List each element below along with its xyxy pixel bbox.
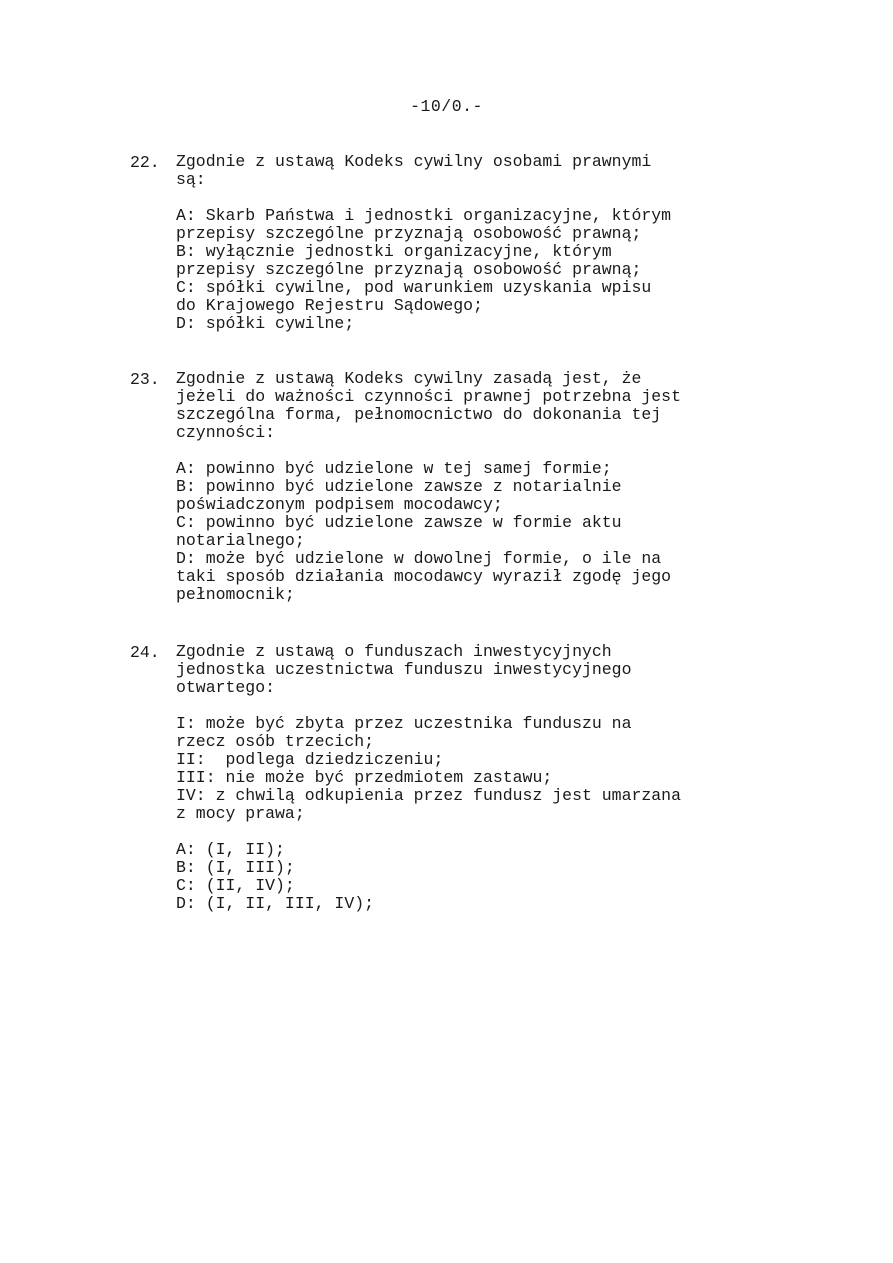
answer-option-line: do Krajowego Rejestru Sądowego; xyxy=(176,296,483,315)
page-number: -10/0.- xyxy=(410,97,483,116)
answer-option-line: B: wyłącznie jednostki organizacyjne, którym xyxy=(176,242,612,261)
question-body xyxy=(176,643,750,913)
question-number: 23. xyxy=(130,370,160,389)
answer-option-line: przepisy szczególne przyznają osobowość prawną; xyxy=(176,260,642,279)
answer-option-line: D: może być udzielone w dowolnej formie, o ile na xyxy=(176,549,662,568)
question-stem-line: Zgodnie z ustawą o funduszach inwestycyjnych xyxy=(176,642,612,661)
answer-option-line: C: spółki cywilne, pod warunkiem uzyskania wpisu xyxy=(176,278,652,297)
answer-option-line: notarialnego; xyxy=(176,531,305,550)
answer-option-line: A: powinno być udzielone w tej samej formie; xyxy=(176,459,612,478)
answer-option-line: D: spółki cywilne; xyxy=(176,314,355,333)
question-23 xyxy=(130,370,750,604)
answer-option-line: D: (I, II, III, IV); xyxy=(176,894,375,913)
question-stem-line: czynności: xyxy=(176,423,276,442)
question-body xyxy=(176,370,750,604)
statement-line: III: nie może być przedmiotem zastawu; xyxy=(176,768,553,787)
answer-option-line: taki sposób działania mocodawcy wyraził zgodę jego xyxy=(176,567,672,586)
question-stem-line: jeżeli do ważności czynności prawnej potrzebna jest xyxy=(176,387,681,406)
answer-option-line: B: powinno być udzielone zawsze z notarialnie xyxy=(176,477,622,496)
question-stem-line: Zgodnie z ustawą Kodeks cywilny osobami prawnymi xyxy=(176,152,652,171)
answer-option-line: C: powinno być udzielone zawsze w formie aktu xyxy=(176,513,622,532)
answer-option-line: przepisy szczególne przyznają osobowość prawną; xyxy=(176,224,642,243)
answer-option-line: A: (I, II); xyxy=(176,840,285,859)
answer-option-line: B: (I, III); xyxy=(176,858,295,877)
statement-line: z mocy prawa; xyxy=(176,804,305,823)
question-number: 22. xyxy=(130,153,160,172)
answer-option-line: C: (II, IV); xyxy=(176,876,295,895)
question-22 xyxy=(130,153,750,333)
question-stem-line: są: xyxy=(176,170,206,189)
statement-line: IV: z chwilą odkupienia przez fundusz jest umarzana xyxy=(176,786,681,805)
statement-line: II: podlega dziedziczeniu; xyxy=(176,750,444,769)
question-24 xyxy=(130,643,750,913)
question-stem-line: jednostka uczestnictwa funduszu inwestycyjnego xyxy=(176,660,632,679)
question-stem-line: szczególna forma, pełnomocnictwo do dokonania tej xyxy=(176,405,662,424)
answer-option-line: poświadczonym podpisem mocodawcy; xyxy=(176,495,503,514)
question-stem-line: otwartego: xyxy=(176,678,276,697)
statement-line: rzecz osób trzecich; xyxy=(176,732,375,751)
question-body xyxy=(176,153,750,333)
question-number: 24. xyxy=(130,643,160,662)
statement-line: I: może być zbyta przez uczestnika funduszu na xyxy=(176,714,632,733)
answer-option-line: pełnomocnik; xyxy=(176,585,295,604)
answer-option-line: A: Skarb Państwa i jednostki organizacyjne, którym xyxy=(176,206,672,225)
question-stem-line: Zgodnie z ustawą Kodeks cywilny zasadą jest, że xyxy=(176,369,642,388)
